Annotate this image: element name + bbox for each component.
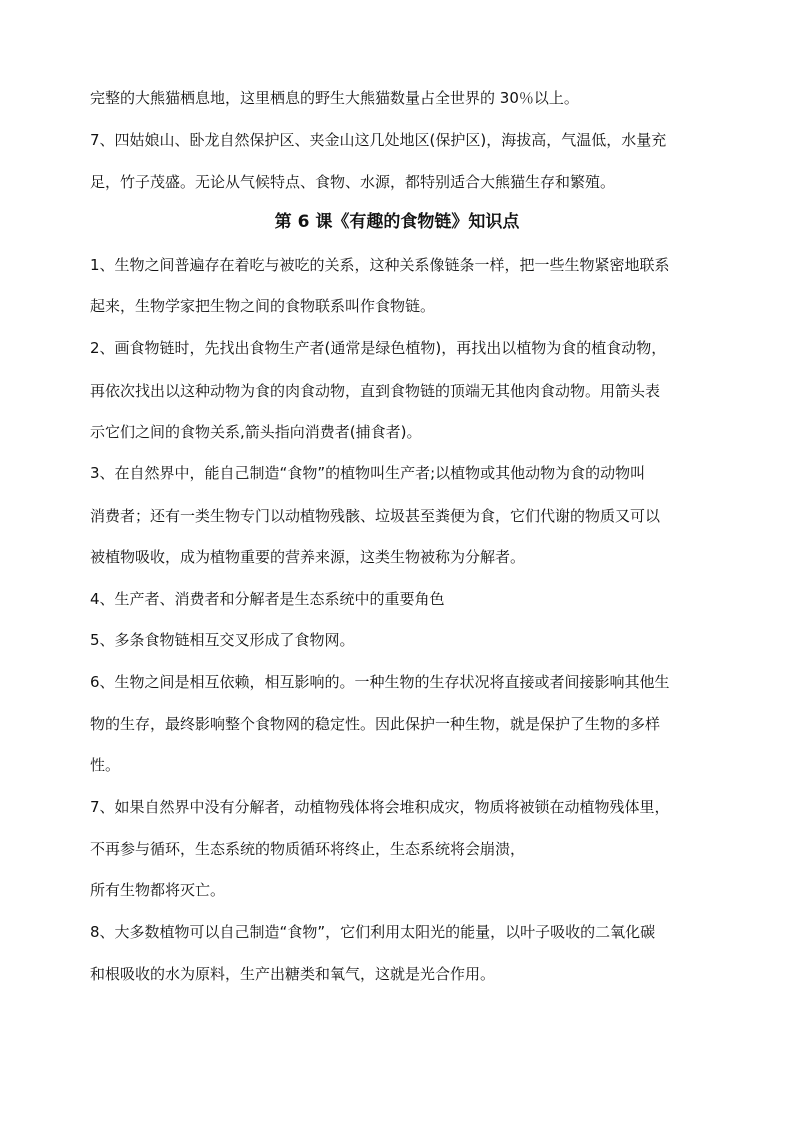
item8-line-1: 8、大多数植物可以自己制造“食物”，它们利用太阳光的能量，以叶子吸收的二氧化碳 (90, 923, 656, 941)
item7-line-2: 不再参与循环，生态系统的物质循环将终止，生态系统将会崩溃， (90, 840, 526, 858)
prev-item7-line-2: 足，竹子茂盛。无论从气候特点、食物、水源，都特别适合大熊猫生存和繁殖。 (90, 173, 616, 191)
prev-item7-line-1: 7、四姑娘山、卧龙自然保护区、夹金山这几处地区(保护区)，海拔高，气温低，水量充 (90, 131, 667, 149)
item1-line-1: 1、生物之间普遍存在着吃与被吃的关系，这种关系像链条一样，把一些生物紧密地联系 (90, 256, 670, 274)
item6-line-1: 6、生物之间是相互依赖，相互影响的。一种生物的生存状况将直接或者间接影响其他生 (90, 673, 670, 691)
item2-line-2: 再依次找出以这种动物为食的肉食动物，直到食物链的顶端无其他肉食动物。用箭头表 (90, 382, 661, 400)
item6-line-3: 性。 (90, 756, 121, 774)
item3-line-1: 3、在自然界中，能自己制造“食物”的植物叫生产者;以植物或其他动物为食的动物叫 (90, 464, 646, 482)
item3-line-2: 消费者；还有一类生物专门以动植物残骸、垃圾甚至粪便为食，它们代谢的物质又可以 (90, 507, 661, 525)
item1-line-2: 起来，生物学家把生物之间的食物联系叫作食物链。 (90, 297, 436, 315)
item7-line-1: 7、如果自然界中没有分解者，动植物残体将会堆积成灾，物质将被锁在动植物残体里， (90, 798, 670, 816)
lesson-title: 第 6 课《有趣的食物链》知识点 (274, 212, 520, 232)
item5-line-1: 5、多条食物链相互交叉形成了食物网。 (90, 631, 355, 649)
item4-line-1: 4、生产者、消费者和分解者是生态系统中的重要角色 (90, 590, 445, 608)
item2-line-3: 示它们之间的食物关系,箭头指向消费者(捕食者)。 (90, 423, 422, 441)
item6-line-2: 物的生存，最终影响整个食物网的稳定性。因此保护一种生物，就是保护了生物的多样 (90, 715, 661, 733)
item7-line-3: 所有生物都将灭亡。 (90, 881, 226, 899)
prev-section-continuation-line: 完整的大熊猫栖息地，这里栖息的野生大熊猫数量占全世界的 30％以上。 (90, 89, 579, 107)
item3-line-3: 被植物吸收，成为植物重要的营养来源，这类生物被称为分解者。 (90, 548, 526, 566)
item8-line-2: 和根吸收的水为原料，生产出糖类和氧气，这就是光合作用。 (90, 965, 496, 983)
item2-line-1: 2、画食物链时，先找出食物生产者(通常是绿色植物)，再找出以植物为食的植食动物， (90, 339, 667, 357)
